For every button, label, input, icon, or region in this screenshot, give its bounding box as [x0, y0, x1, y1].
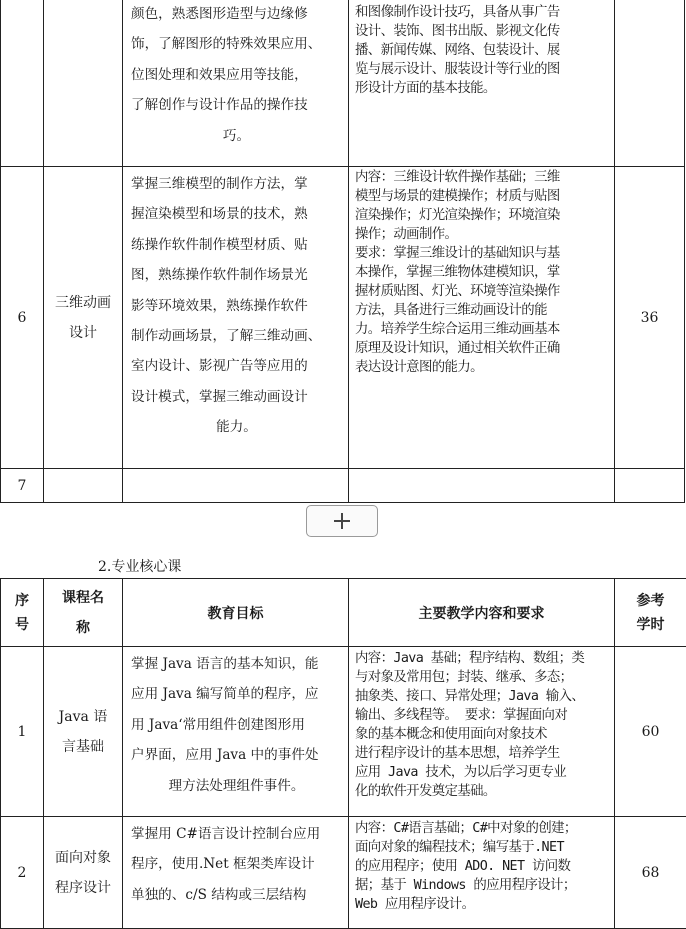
reference-hours [615, 0, 685, 167]
education-goal: 掌握 Java 语言的基本知识，能 应用 Java 编写简单的程序，应 用 Java‘常用组件创建图形用 户界面，应用 Java 中的事件处 理方法处理组件事件。 [123, 647, 349, 817]
reference-hours: 68 [615, 817, 686, 929]
course-name: Java 语 言基础 [44, 647, 123, 817]
row-number: 6 [1, 167, 44, 469]
course-name: 三维动画 设计 [44, 167, 123, 469]
row-number: 7 [1, 469, 44, 503]
teaching-content: 内容：Java 基础；程序结构、数组；类 与对象及常用包；封装、继承、多态； 抽象类、接口、异常处理；Java 输入、 输出、多线程等。 要求：掌握面向对 象的基本概念和使用面向对象技术 进行程序设计的基本思想，培养学生 应用 Java 技术，为以后学习更专业 化的软件开发奠定基础。 [349, 647, 615, 817]
education-goal [123, 469, 349, 503]
header-course-name: 课程名 称 [44, 579, 123, 647]
row-number: 2 [1, 817, 44, 929]
table-row [1, 0, 685, 167]
table-header-row [1, 579, 686, 647]
table-row [1, 167, 685, 469]
course-name: 面向对象 程序设计 [44, 817, 123, 929]
reference-hours: 36 [615, 167, 685, 469]
row-number [1, 0, 44, 167]
teaching-content: 和图像制作设计技巧，具备从事广告 设计、装饰、图书出版、影视文化传 播、新闻传媒、网络、包装设计、展 览与展示设计、服装设计等行业的图 形设计方面的基本技能。 [349, 0, 615, 167]
row-number: 1 [1, 647, 44, 817]
add-row-button[interactable] [306, 505, 378, 537]
core-course-table [0, 578, 686, 929]
reference-hours [615, 469, 685, 503]
education-goal: 掌握用 C#语言设计控制台应用 程序，使用.Net 框架类库设计 单独的、c/S 结构或三层结构 [123, 817, 349, 929]
table-row [1, 469, 685, 503]
teaching-content: 内容：三维设计软件操作基础；三维 模型与场景的建模操作；材质与贴图 渲染操作；灯光渲染操作；环境渲染 操作；动画制作。 要求：掌握三维设计的基础知识与基 本操作，掌握三维物体建模知识，掌 握材质贴图、灯光、环境等渲染操作 方法，具备进行三维动画设计的能 力。培养学生综合运用三维动画基本 原理及设计知识，通过相关软件正确 表达设计意图的能力。 [349, 167, 615, 469]
education-goal: 掌握三维模型的制作方法，掌 握渲染模型和场景的技术，熟 练操作软件制作模型材质、贴 图，熟练操作软件制作场景光 影等环境效果，熟练操作软件 制作动画场景，了解三维动画、 室内设计、影视广告等应用的 设计模式，掌握三维动画设计 能力。 [123, 167, 349, 469]
section-title: 2.专业核心课 [98, 556, 181, 576]
reference-hours: 60 [615, 647, 686, 817]
teaching-content: 内容：C#语言基础；C#中对象的创建； 面向对象的编程技术；编写基于.NET 的应用程序；使用 ADO. NET 访问数 据；基于 Windows 的应用程序设计； Web 应用程序设计。 [349, 817, 615, 929]
teaching-content [349, 469, 615, 503]
header-education-goal: 教育目标 [123, 579, 349, 647]
course-name [44, 0, 123, 167]
plus-icon [332, 511, 352, 531]
education-goal: 颜色，熟悉图形造型与边缘修 饰，了解图形的特殊效果应用、 位图处理和效果应用等技能， 了解创作与设计作品的操作技 巧。 [123, 0, 349, 167]
course-name [44, 469, 123, 503]
header-number: 序 号 [1, 579, 44, 647]
table-row [1, 817, 686, 929]
table-row [1, 647, 686, 817]
header-teaching-content: 主要教学内容和要求 [349, 579, 615, 647]
header-reference-hours: 参考 学时 [615, 579, 686, 647]
